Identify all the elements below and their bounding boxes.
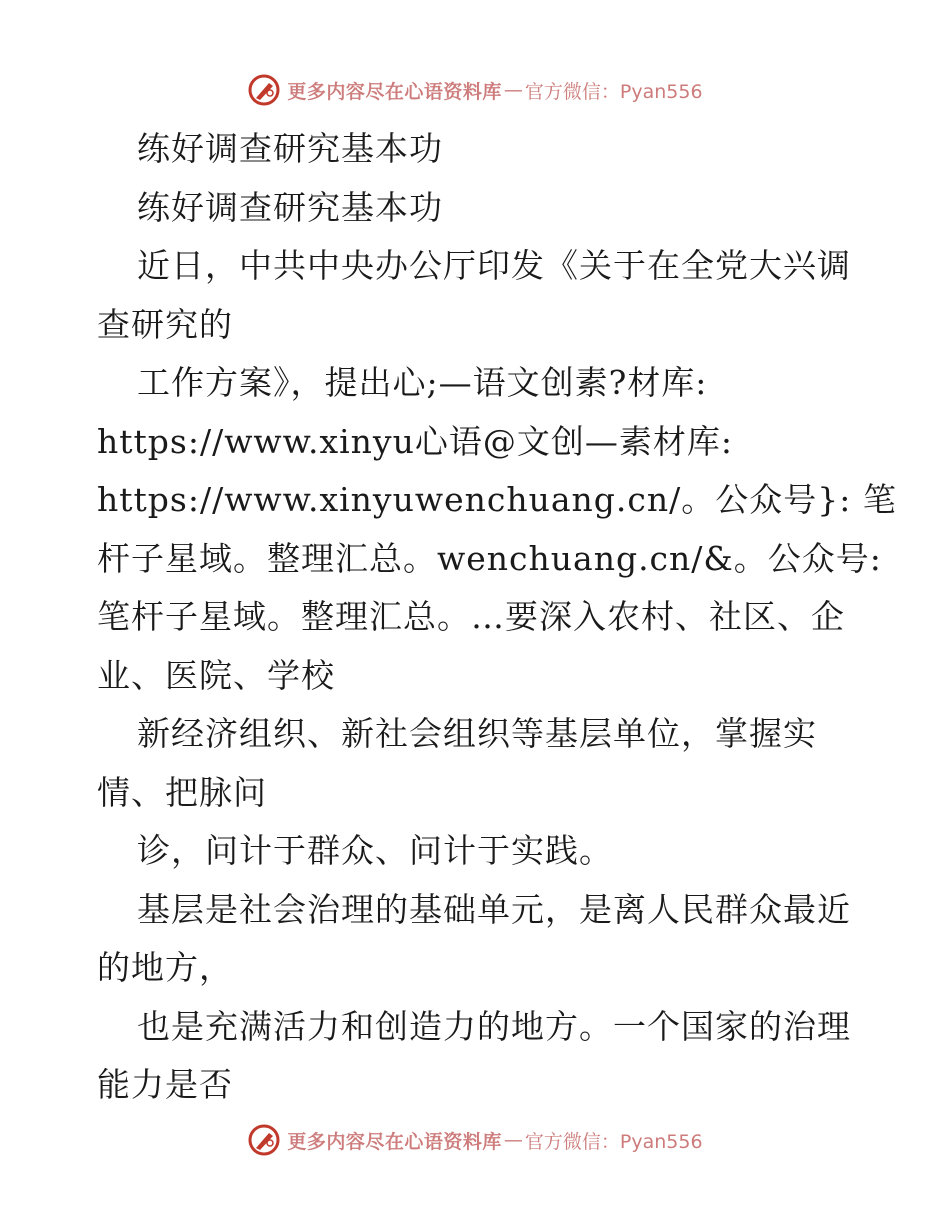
doc-line: 新经济组织、新社会组织等基层单位，掌握实 [137, 714, 817, 753]
footer-wechat-text: 官方微信：Pyan556 [524, 1130, 703, 1153]
footer-dash: — [503, 1129, 523, 1151]
doc-line: 查研究的 [97, 304, 233, 344]
doc-line: 近日，中共中央办公厅印发《关于在全党大兴调 [137, 246, 851, 285]
header-wechat-text: 官方微信：Pyan556 [524, 80, 703, 103]
doc-line: 杆子星域。整理汇总。wenchuang.cn/&。公众号: [97, 538, 882, 578]
footer-banner-inner [247, 1123, 702, 1157]
document-body [97, 120, 897, 1115]
footer-brand-text: 更多内容尽在心语资料库 [287, 1130, 502, 1153]
doc-line: 情、把脉问 [97, 772, 267, 812]
doc-line: 也是充满活力和创造力的地方。一个国家的治理 [137, 1006, 851, 1046]
pen-logo-icon [247, 1123, 281, 1157]
doc-line: https://www.xinyu心语@文创—素材库: [97, 421, 733, 461]
doc-line: 诊，问计于群众、问计于实践。 [137, 831, 613, 870]
doc-line: 基层是社会治理的基础单元，是离人民群众最近 [137, 889, 851, 929]
footer-banner [0, 1120, 950, 1160]
doc-line: 工作方案》，提出心;—语文创素?材库: [137, 363, 708, 402]
doc-line: 能力是否 [97, 1065, 233, 1104]
header-banner-inner [247, 73, 702, 107]
doc-line: https://www.xinyuwenchuang.cn/。公众号}: 笔 [97, 480, 897, 519]
header-brand-text: 更多内容尽在心语资料库 [287, 80, 502, 103]
header-dash: — [503, 79, 523, 101]
doc-line: 笔杆子星域。整理汇总。…要深入农村、社区、企 [97, 597, 845, 636]
header-banner [0, 70, 950, 110]
doc-line: 练好调查研究基本功 [137, 187, 443, 227]
pen-logo-icon [247, 73, 281, 107]
doc-line: 业、医院、学校 [97, 655, 335, 695]
doc-line: 练好调查研究基本功 [137, 129, 443, 168]
doc-line: 的地方， [97, 948, 233, 987]
